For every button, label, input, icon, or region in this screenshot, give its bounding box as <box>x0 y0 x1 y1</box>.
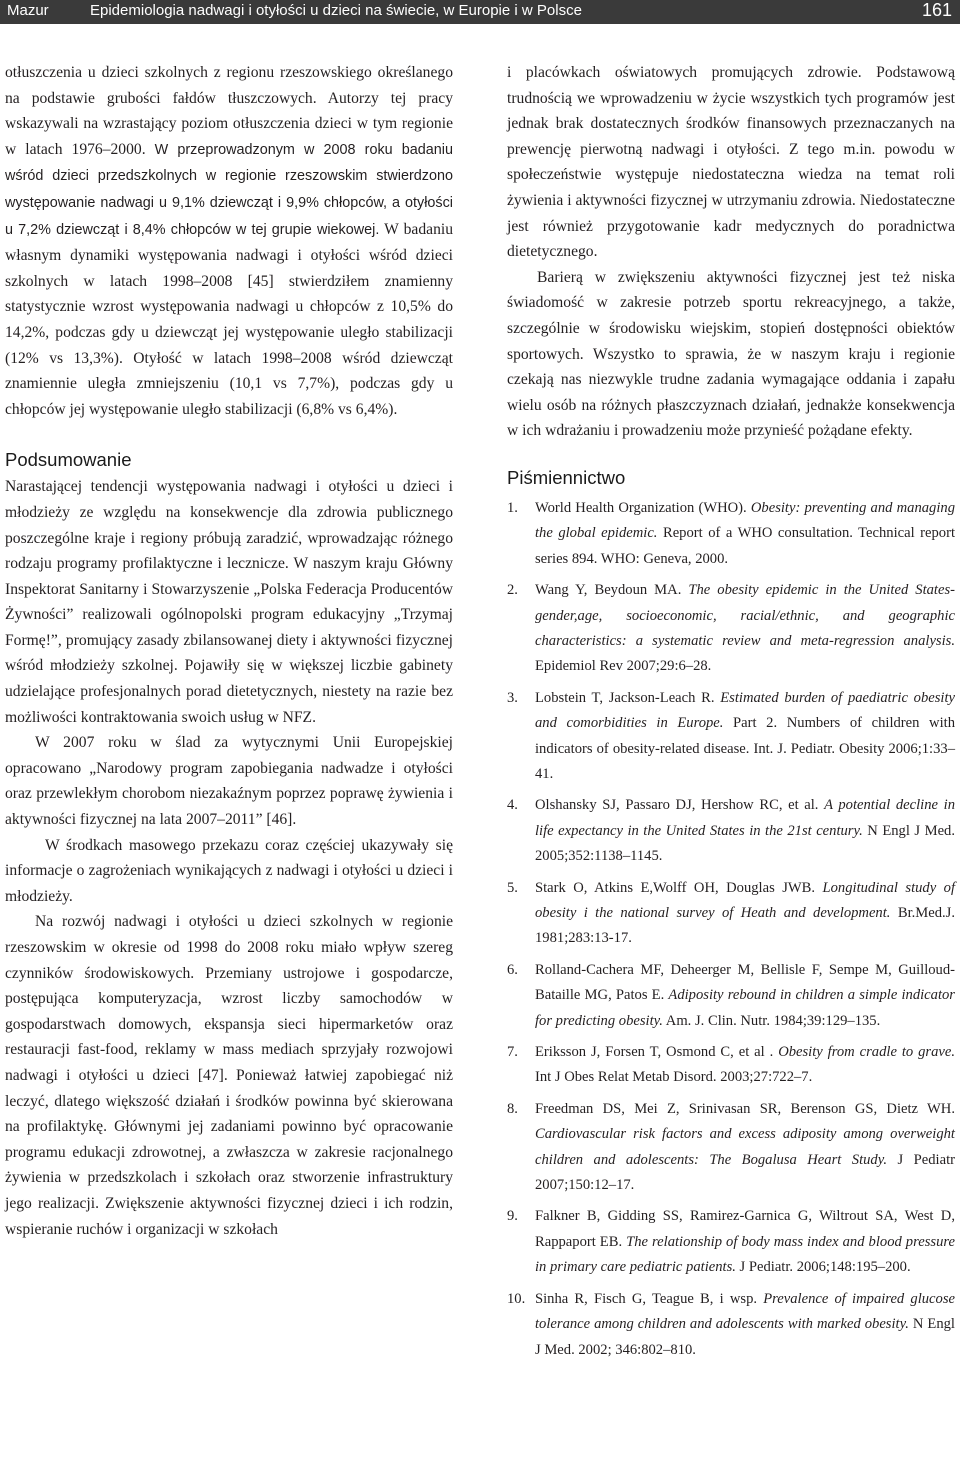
body-paragraph: Na rozwój nadwagi i otyłości u dzieci szkolnych w regionie rzeszowskim w okresie od 1998 do 2008 roku miało wpływ szereg czynników środowiskowych. Przemiany ustrojowe i gospodarcze, postępująca komputeryzacja, wzrost liczby samochodów w gospodarstwach domowych, ekspansja sieci hipermarketów oraz restauracji fast-food, reklamy w mass mediach sprzyjały rozwojowi nadwagi i otyłości u dzieci [47]. Ponieważ łatwiej zapobiegać niż leczyć, dlatego większość działań i środków powinna być skierowana na profilaktykę. Głównymi jej zadaniami powinno być opracowanie programu edukacji zdrowotnej, a zwłaszcza w zakresie racjonalnego żywienia w przedszkolach i szkołach oraz stworzenie infrastruktury jego realizacji. Zwiększenie aktywności fizycznej dzieci i ich rodzin, wspieranie ruchów i organizacji w szkołach <box>5 913 453 1238</box>
reference-item <box>507 1287 955 1363</box>
reference-title: Adiposity rebound in children a simple indicator for predicting obesity. <box>535 987 955 1029</box>
reference-item <box>507 958 955 1034</box>
section-heading: Podsumowanie <box>5 449 132 471</box>
reference-number: 4. <box>507 797 518 814</box>
reference-source: Epidemiol Rev 2007;29:6–28. <box>535 658 712 675</box>
reference-number: 2. <box>507 582 518 599</box>
reference-item <box>507 1040 955 1091</box>
body-paragraph: i placówkach oświatowych promujących zdrowie. Podstawową trudnością we wprowadzeniu w życie wszystkich tych programów jest jednak brak dostatecznych środków finansowych przeznaczanych na prewencję pierwotną nadwagi i otyłości. Z tego m.in. powodu w społeczeństwie występuje niedostateczna wiedza na temat roli żywienia i aktywności fizycznej w utrzymaniu zdrowia. Niedostateczne jest również przygotowanie kadr medycznych do poradnictwa dietetycznego. <box>507 64 955 261</box>
reference-title: Obesity: preventing and managing the global epidemic. <box>535 499 955 542</box>
paragraph-text: otłuszczenia u dzieci szkolnych z regionu rzeszowskiego określanego na podstawie grubości fałdów tłuszczowych. Autorzy tej pracy wskazywali na wzrastający poziom otłuszczenia dzieci w tym regionie w latach 1976–2000. <box>5 64 453 158</box>
reference-source: Report of a WHO consultation. Technical report series 894. WHO: Geneva, 2000. <box>535 525 956 567</box>
body-paragraph: W 2007 roku w ślad za wytycznymi Unii Europejskiej opracowano „Narodowy program zapobiegania nadwadze i otyłości oraz przewlekłym chorobom niezakaźnym poprzez poprawę żywienia i aktywności fizycznej na lata 2007–2011” [46]. <box>5 734 453 829</box>
reference-item <box>507 793 955 869</box>
body-paragraph <box>5 60 453 422</box>
reference-item <box>507 1204 955 1280</box>
reference-item <box>507 496 955 572</box>
reference-title: Prevalence of impaired glucose tolerance among children and adolescents with marked obesity. <box>535 1290 955 1333</box>
reference-number: 3. <box>507 689 518 706</box>
paragraph-text-sans: W przeprowadzonym w 2008 roku badaniu wśród dzieci przedszkolnych w regionie rzeszowskim stwierdzono występowanie nadwagi u 9,1% dziewcząt i 9,9% chłopców, a otyłości u 7,2% dziewcząt i 8,4% chłopców w tej grupie wiekowej. <box>5 141 453 238</box>
reference-source: Am. J. Clin. Nutr. 1984;39:129–135. <box>662 1012 881 1029</box>
reference-source: J Pediatr 2007;150:12–17. <box>535 1151 955 1194</box>
reference-number: 8. <box>507 1100 518 1117</box>
reference-source: Part 2. Numbers of children with indicators of obesity-related disease. Int. J. Pediatr. Obesity 2006;1:33–41. <box>535 715 955 782</box>
reference-title: The relationship of body mass index and blood pressure in primary care pediatric patients. <box>535 1233 955 1276</box>
reference-source: N Engl J Med. 2005;352:1138–1145. <box>535 822 955 865</box>
reference-authors: Rolland-Cachera MF, Deheerger M, Bellisle F, Sempe M, Guilloud-Bataille MG, Patos E. <box>535 961 955 1004</box>
reference-source: Br.Med.J. 1981;283:13-17. <box>535 905 955 947</box>
reference-number: 10. <box>507 1290 526 1307</box>
right-column <box>507 60 955 1369</box>
reference-number: 5. <box>507 879 518 896</box>
reference-authors: Freedman DS, Mei Z, Srinivasan SR, Berenson GS, Dietz WH. <box>535 1100 955 1117</box>
reference-number: 6. <box>507 961 518 978</box>
reference-authors: Lobstein T, Jackson-Leach R. <box>535 689 721 706</box>
reference-authors: Falkner B, Gidding SS, Ramirez-Garnica G, Wiltrout SA, West D, Rappaport EB. <box>535 1208 955 1250</box>
header-author: Mazur <box>7 2 49 19</box>
reference-number: 1. <box>507 499 518 516</box>
reference-number: 7. <box>507 1044 518 1061</box>
reference-item <box>507 578 955 680</box>
reference-authors: Olshansky SJ, Passaro DJ, Hershow RC, et al. <box>535 797 825 814</box>
reference-title: Obesity from cradle to grave. <box>778 1044 955 1061</box>
reference-title: Longitudinal study of obesity i the national survey of Heath and development. <box>535 879 956 921</box>
reference-source: J Pediatr. 2006;148:195–200. <box>735 1259 911 1276</box>
reference-source: Int J Obes Relat Metab Disord. 2003;27:722–7. <box>535 1069 813 1086</box>
body-paragraph: Narastającej tendencji występowania nadwagi i otyłości u dzieci i młodzieży ze względu na konsekwencje dla zdrowia publicznego poszczególne kraje i regiony próbują zaradzić, wprowadzając różnego rodzaju programy profilaktyczne i lecznicze. W naszym kraju Główny Inspektorat Sanitarny i Stowarzyszenie „Polska Federacja Producentów Żywności” realizowali ogólnopolski program edukacyjny „Trzymaj Formę!”, promujący zasady zbilansowanej diety i aktywności fizycznej wśród młodzieży szkolnej. Pojawiły się w większej liczbie gabinety udzielające profesjonalnych porad dietetycznych, niestety na razie bez możliwości kontraktowania swoich usług w NFZ. <box>5 478 453 726</box>
reference-source: N Engl J Med. 2002; 346:802–810. <box>535 1316 955 1358</box>
reference-item <box>507 1097 955 1199</box>
reference-title: The obesity epidemic in the United States-gender,age, socioeconomic, racial/ethnic, and geographic characteristics: a systematic review and meta-regression analysis. <box>535 582 955 649</box>
reference-authors: Sinha R, Fisch G, Teague B, i wsp. <box>535 1290 764 1307</box>
references-heading: Piśmiennictwo <box>507 466 626 488</box>
reference-title: A potential decline in life expectancy in the United States in the 21st century. <box>535 797 955 839</box>
running-header <box>0 0 960 24</box>
reference-authors: Stark O, Atkins E,Wolff OH, Douglas JWB. <box>535 879 823 896</box>
reference-title: Estimated burden of paediatric obesity and comorbidities in Europe. <box>535 689 955 732</box>
references-list <box>507 496 955 1363</box>
reference-title: Cardiovascular risk factors and excess adiposity among overweight children and adolescents: The Bogalusa Heart Study. <box>535 1126 955 1168</box>
reference-authors: World Health Organization (WHO). <box>535 499 751 516</box>
paragraph-text: W badaniu własnym dynamiki występowania nadwagi i otyłości wśród dzieci szkolnych w latach 1998–2008 [45] stwierdziłem znamienny statystycznie wzrost występowania nadwagi u chłopców z 10,5% do 14,2%, podczas gdy u dziewcząt jej występowanie uległo stabilizacji (12% vs 13,3%). Otyłość w latach 1998–2008 wśród dziewcząt znamiennie uległa zmniejszeniu (10,1 vs 7,7%), podczas gdy u chłopców jej występowanie uległo stabilizacji (6,8% vs 6,4%). <box>5 220 453 418</box>
left-column <box>5 60 453 1242</box>
page-number: 161 <box>921 0 952 20</box>
body-paragraph: W środkach masowego przekazu coraz częściej ukazywały się informacje o zagrożeniach wynikających z nadwagi i otyłości u dzieci i młodzieży. <box>5 836 453 905</box>
reference-authors: Wang Y, Beydoun MA. <box>535 582 689 599</box>
reference-item <box>507 686 955 788</box>
reference-authors: Eriksson J, Forsen T, Osmond C, et al . <box>535 1044 779 1061</box>
body-paragraph: Barierą w zwiększeniu aktywności fizycznej jest też niska świadomość w zakresie potrzeb sportu rekreacyjnego, a także, szczególnie w środowisku wiejskim, stopień dostępności obiektów sportowych. Wszystko to sprawia, że w naszym kraju i regionie czekają nas niezwykle trudne zadania wymagające oddania i zapału wielu osób na różnych płaszczyznach działań, jednakże konsekwencja w ich wdrażaniu i prowadzeniu może przynieść pożądane efekty. <box>507 268 955 440</box>
reference-number: 9. <box>507 1208 518 1225</box>
header-title: Epidemiologia nadwagi i otyłości u dzieci na świecie, w Europie i w Polsce <box>90 2 582 19</box>
reference-item <box>507 876 955 952</box>
